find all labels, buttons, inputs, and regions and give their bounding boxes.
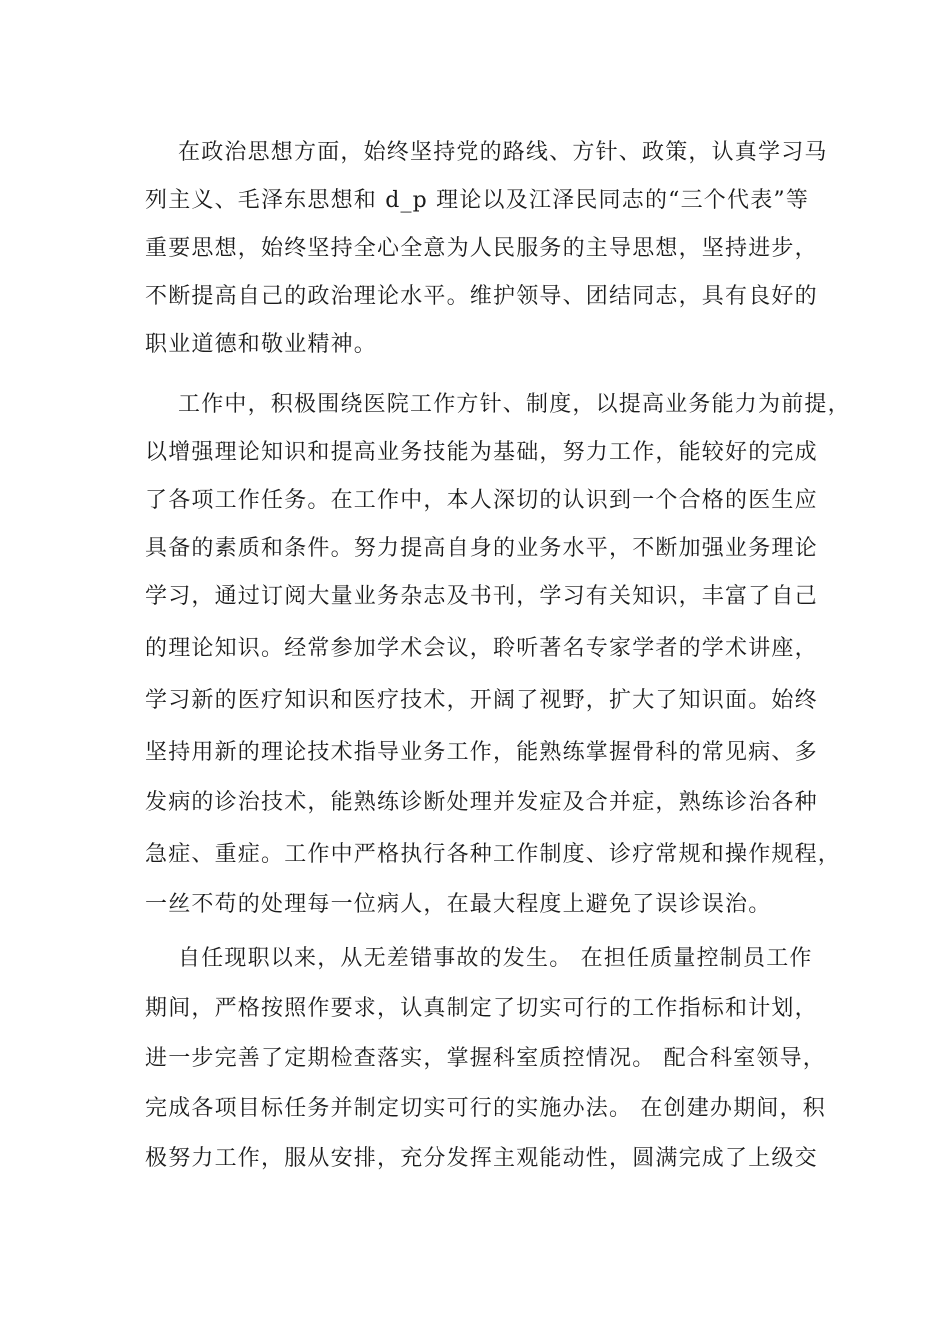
text-line: 工作中，积极围绕医院工作方针、制度，以提高业务能力为前提，: [178, 392, 851, 417]
text-line: 学习新的医疗知识和医疗技术，开阔了视野，扩大了知识面。始终: [145, 688, 818, 713]
text-line: 完成各项目标任务并制定切实可行的实施办法。 在创建办期间，积: [145, 1096, 826, 1121]
text-line: 职业道德和敬业精神。: [145, 332, 378, 357]
text-line: 列主义、毛泽东思想和 d_p 理论以及江泽民同志的“三个代表”等: [145, 188, 810, 213]
text-line: 坚持用新的理论技术指导业务工作，能熟练掌握骨科的常见病、多: [145, 740, 818, 765]
text-line: 期间，严格按照作要求，认真制定了切实可行的工作指标和计划，: [145, 996, 818, 1021]
text-line: 一丝不苟的处理每一位病人，在最大程度上避免了误诊误治。: [145, 892, 772, 917]
text-line: 极努力工作，服从安排，充分发挥主观能动性，圆满完成了上级交: [145, 1146, 818, 1171]
text-line: 不断提高自己的政治理论水平。维护领导、团结同志，具有良好的: [145, 284, 818, 309]
text-line: 自任现职以来，从无差错事故的发生。 在担任质量控制员工作: [178, 946, 813, 971]
text-line: 进一步完善了定期检查落实，掌握科室质控情况。 配合科室领导，: [145, 1046, 826, 1071]
text-line: 急症、重症。工作中严格执行各种工作制度、诊疗常规和操作规程，: [145, 842, 842, 867]
text-line: 具备的素质和条件。努力提高自身的业务水平，不断加强业务理论: [145, 536, 818, 561]
text-line: 了各项工作任务。在工作中，本人深切的认识到一个合格的医生应: [145, 488, 818, 513]
text-line: 发病的诊治技术，能熟练诊断处理并发症及合并症，熟练诊治各种: [145, 790, 818, 815]
text-line: 以增强理论知识和提高业务技能为基础，努力工作，能较好的完成: [145, 440, 818, 465]
text-line: 在政治思想方面，始终坚持党的路线、方针、政策，认真学习马: [178, 140, 828, 165]
text-line: 的理论知识。经常参加学术会议，聆听著名专家学者的学术讲座，: [145, 636, 818, 661]
text-line: 学习，通过订阅大量业务杂志及书刊，学习有关知识，丰富了自己: [145, 584, 818, 609]
text-line: 重要思想，始终坚持全心全意为人民服务的主导思想，坚持进步，: [145, 236, 818, 261]
